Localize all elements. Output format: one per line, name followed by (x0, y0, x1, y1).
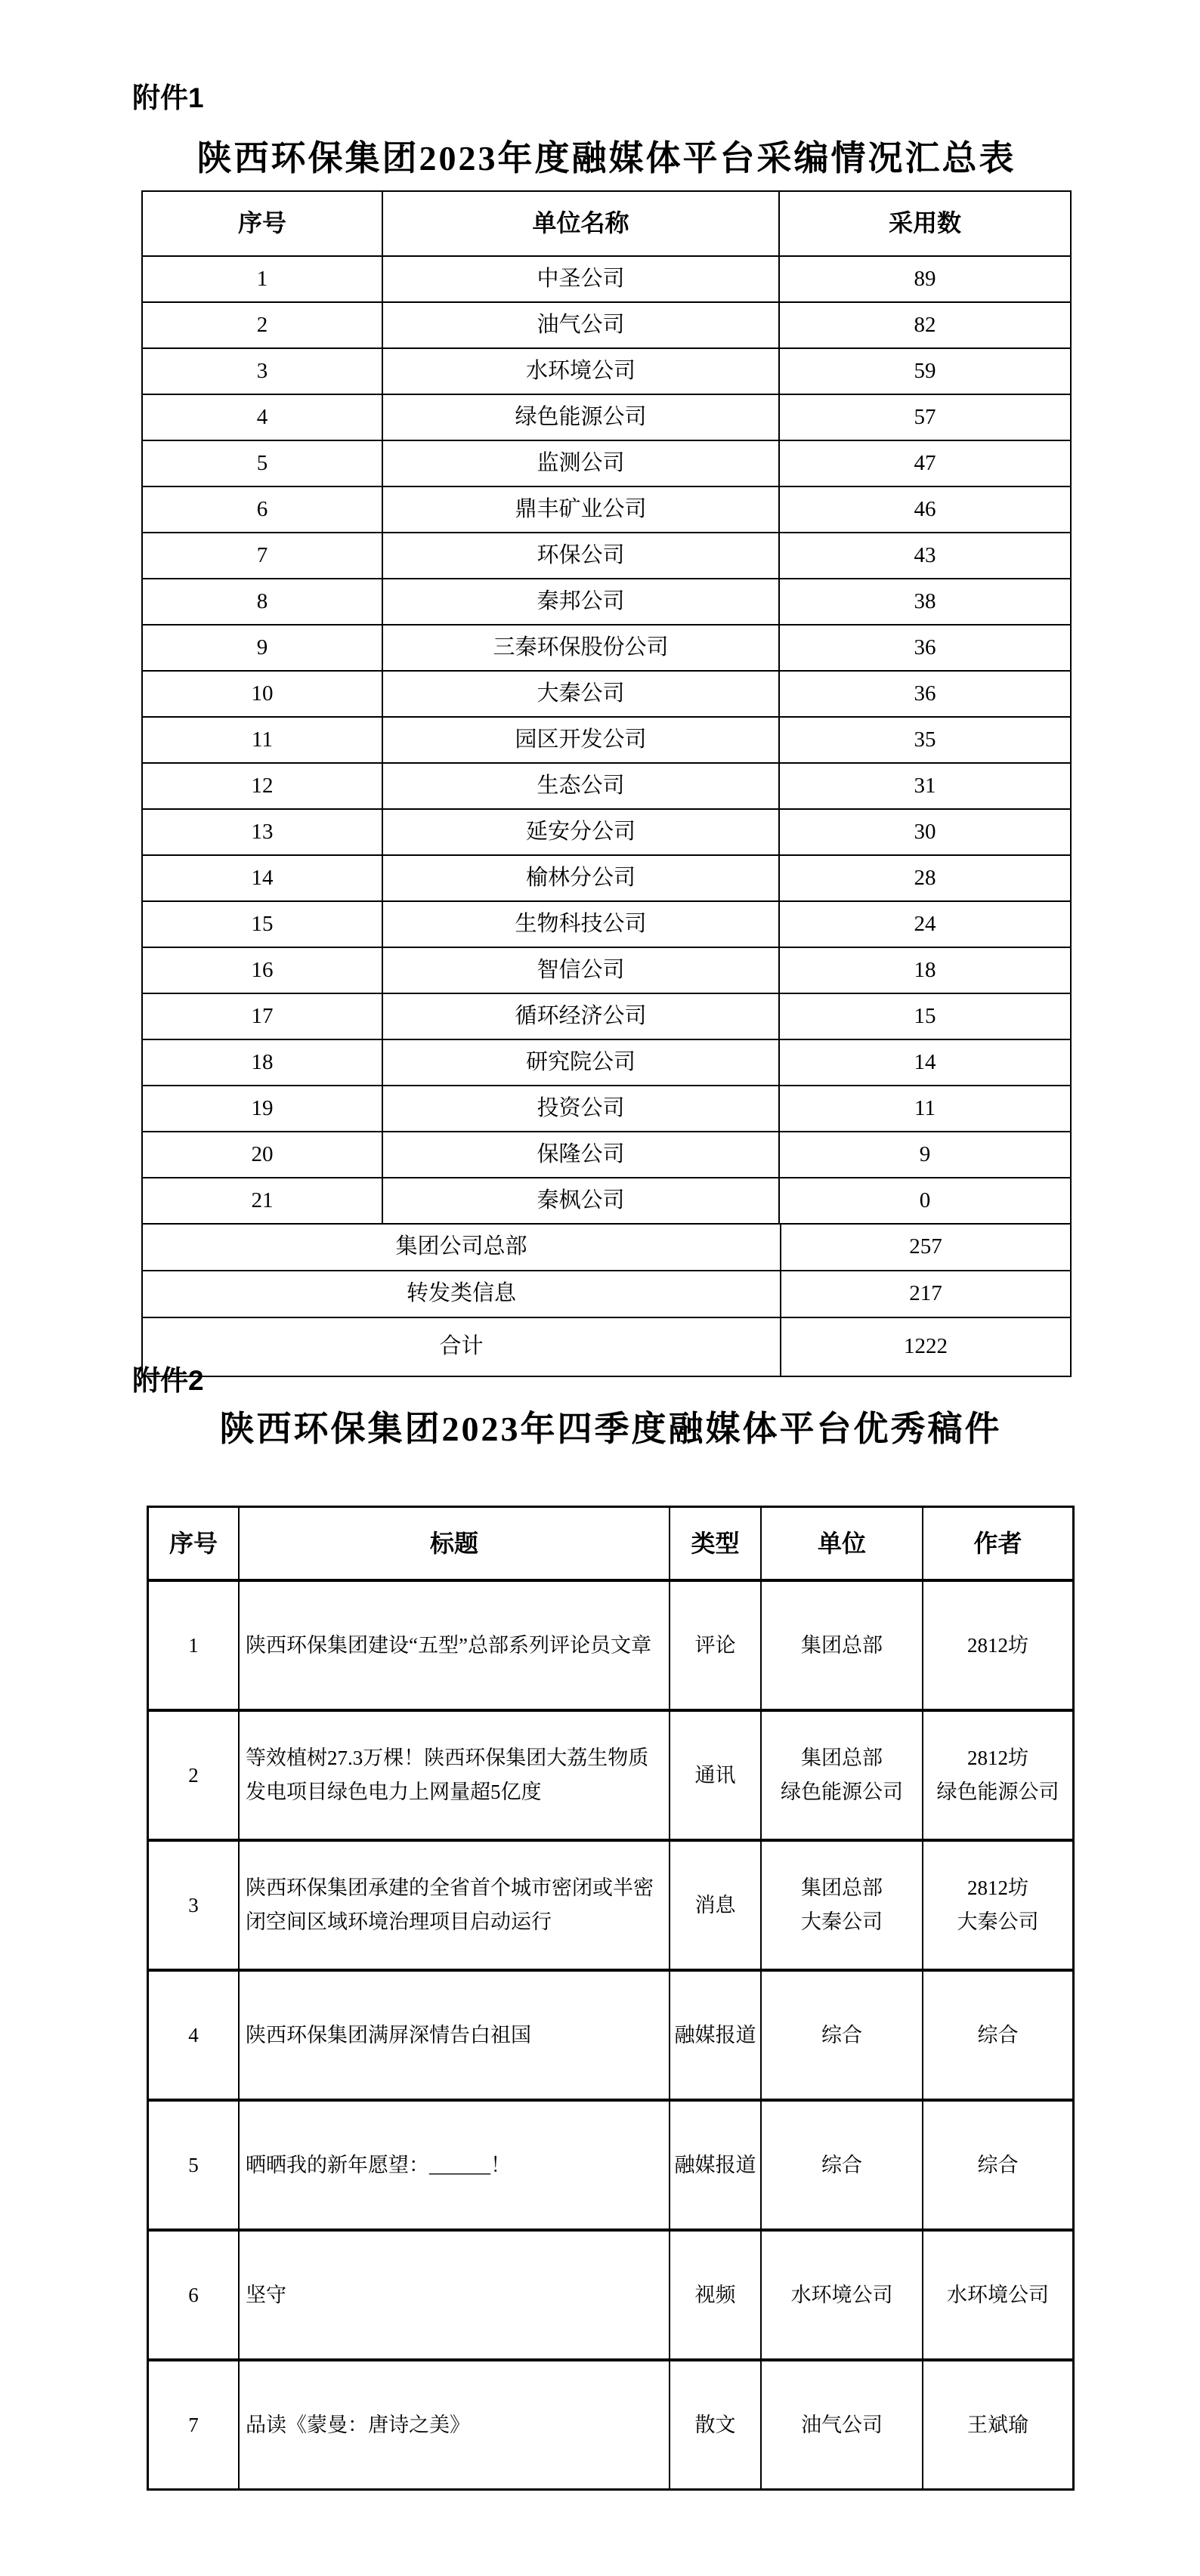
article-title-text: 陕西环保集团满屏深情告白祖国 (246, 2023, 531, 2046)
unit-name-cell: 循环经济公司 (383, 994, 780, 1039)
seq-cell: 3 (149, 1842, 240, 1969)
unit-cell (762, 1712, 923, 1839)
count-cell: 35 (914, 727, 936, 752)
header-cell: 标题 (240, 1508, 670, 1579)
excellent-articles-table (147, 1506, 1075, 2491)
unit-line: 绿色能源公司 (781, 1781, 903, 1803)
table-row (143, 1085, 1070, 1131)
article-title-text: 等效植树27.3万棵！陕西环保集团大荔生物质发电项目绿色电力上网量超5亿度 (246, 1747, 649, 1803)
seq-cell: 7 (149, 2361, 240, 2488)
table-row (143, 947, 1070, 993)
table-row (143, 301, 1070, 347)
unit-name-cell: 油气公司 (383, 303, 780, 347)
unit-name-cell: 榆林分公司 (383, 856, 780, 900)
table-row (143, 762, 1070, 808)
table-row (143, 347, 1070, 394)
unit-name-cell: 保隆公司 (383, 1132, 780, 1177)
table-row (143, 1177, 1070, 1223)
type-cell: 融媒报道 (670, 1972, 762, 2099)
unit-cell (762, 2232, 923, 2358)
seq-cell: 21 (143, 1178, 383, 1223)
unit-name-cell: 生物科技公司 (383, 902, 780, 947)
seq-cell: 5 (149, 2102, 240, 2229)
seq-cell: 18 (143, 1040, 383, 1085)
seq-cell: 3 (143, 349, 383, 394)
seq-cell: 2 (143, 303, 383, 347)
media-adoption-summary-table (141, 190, 1072, 1377)
count-cell: 46 (914, 496, 936, 521)
table-row (143, 808, 1070, 854)
seq-cell: 14 (143, 856, 383, 900)
header-cell: 采用数 (888, 209, 961, 237)
count-cell: 36 (914, 635, 936, 659)
summary-row (143, 1223, 1070, 1270)
unit-name-cell: 园区开发公司 (383, 718, 780, 762)
attachment2-label: 附件2 (132, 1365, 204, 1396)
article-title-text: 品读《蒙曼：唐诗之美》 (246, 2413, 470, 2436)
header-cell: 类型 (670, 1508, 762, 1579)
unit-cell (762, 1972, 923, 2099)
summary-label-cell: 集团公司总部 (143, 1225, 781, 1270)
count-cell: 59 (914, 358, 936, 383)
table-row (143, 255, 1070, 301)
author-line: 综合 (977, 2023, 1019, 2046)
unit-name-cell: 水环境公司 (383, 349, 780, 394)
unit-name-cell: 鼎丰矿业公司 (383, 487, 780, 532)
article-title-cell (240, 2361, 670, 2488)
summary-label-cell: 转发类信息 (143, 1271, 781, 1317)
author-line: 2812坊 (967, 1633, 1028, 1657)
seq-cell: 20 (143, 1132, 383, 1177)
unit-name-cell: 投资公司 (383, 1086, 780, 1131)
unit-name-cell: 智信公司 (383, 948, 780, 993)
seq-cell: 2 (149, 1712, 240, 1839)
author-line: 大秦公司 (957, 1910, 1039, 1933)
unit-name-cell: 大秦公司 (383, 672, 780, 716)
count-cell: 18 (914, 957, 936, 982)
seq-cell: 6 (149, 2232, 240, 2358)
table-row (143, 1131, 1070, 1177)
unit-cell (762, 1842, 923, 1969)
type-cell: 视频 (670, 2232, 762, 2358)
unit-line: 大秦公司 (801, 1910, 883, 1933)
attachment1-label: 附件1 (132, 82, 204, 113)
seq-cell: 4 (143, 395, 383, 440)
table-row (149, 1709, 1072, 1839)
author-line: 2812坊 (967, 1747, 1028, 1770)
summary-row (143, 1270, 1070, 1317)
table-row (143, 670, 1070, 716)
unit-cell (762, 2361, 923, 2488)
seq-cell: 16 (143, 948, 383, 993)
seq-cell: 1 (149, 1582, 240, 1709)
table-row (143, 624, 1070, 670)
author-cell (923, 2232, 1072, 2358)
seq-cell: 12 (143, 764, 383, 808)
type-cell: 评论 (670, 1582, 762, 1709)
type-cell: 消息 (670, 1842, 762, 1969)
table-row (149, 2099, 1072, 2229)
article-title-cell (240, 1712, 670, 1839)
author-cell (923, 2102, 1072, 2229)
author-cell (923, 1582, 1072, 1709)
table-row (149, 2358, 1072, 2488)
unit-name-cell: 生态公司 (383, 764, 780, 808)
unit-cell (762, 2102, 923, 2229)
header-cell: 序号 (149, 1508, 240, 1579)
unit-name-cell: 研究院公司 (383, 1040, 780, 1085)
article-title-cell (240, 1972, 670, 2099)
count-cell: 9 (919, 1141, 931, 1166)
summary-value-cell: 257 (909, 1234, 942, 1259)
table-header-row (143, 192, 1070, 255)
unit-name-cell: 秦邦公司 (383, 579, 780, 624)
unit-line: 集团总部 (801, 1747, 883, 1770)
seq-cell: 8 (143, 579, 383, 624)
author-line: 绿色能源公司 (936, 1781, 1059, 1803)
author-line: 2812坊 (967, 1876, 1028, 1900)
seq-cell: 7 (143, 533, 383, 578)
count-cell: 28 (914, 865, 936, 890)
article-title-text: 陕西环保集团建设“五型”总部系列评论员文章 (246, 1633, 651, 1657)
unit-name-cell: 三秦环保股份公司 (383, 625, 780, 670)
unit-name-cell: 延安分公司 (383, 810, 780, 854)
unit-name-cell: 中圣公司 (383, 257, 780, 301)
table-row (143, 440, 1070, 486)
count-cell: 38 (914, 588, 936, 613)
author-line: 王斌瑜 (967, 2413, 1028, 2436)
header-cell: 单位名称 (383, 192, 780, 255)
summary-row (143, 1317, 1070, 1376)
table-row (149, 1579, 1072, 1709)
header-cell: 序号 (143, 192, 383, 255)
table-row (143, 900, 1070, 947)
unit-line: 综合 (821, 2023, 862, 2046)
unit-line: 水环境公司 (790, 2283, 893, 2306)
seq-cell: 4 (149, 1972, 240, 2099)
article-title-cell (240, 1842, 670, 1969)
table-row (143, 716, 1070, 762)
unit-line: 集团总部 (801, 1633, 883, 1657)
seq-cell: 6 (143, 487, 383, 532)
article-title-text: 晒晒我的新年愿望：______！ (246, 2153, 511, 2176)
seq-cell: 13 (143, 810, 383, 854)
count-cell: 31 (914, 773, 936, 798)
table-row (143, 578, 1070, 624)
unit-name-cell: 秦枫公司 (383, 1178, 780, 1223)
attachment2-title: 陕西环保集团2023年四季度融媒体平台优秀稿件 (219, 1410, 1002, 1448)
table-row (143, 854, 1070, 900)
table-row (149, 1839, 1072, 1969)
seq-cell: 19 (143, 1086, 383, 1131)
unit-name-cell: 绿色能源公司 (383, 395, 780, 440)
count-cell: 57 (914, 404, 936, 429)
count-cell: 36 (914, 681, 936, 706)
author-cell (923, 2361, 1072, 2488)
unit-line: 集团总部 (801, 1876, 883, 1900)
count-cell: 43 (914, 542, 936, 567)
count-cell: 82 (914, 312, 936, 337)
summary-value-cell: 217 (909, 1281, 942, 1306)
unit-line: 油气公司 (801, 2413, 883, 2436)
count-cell: 24 (914, 911, 936, 936)
table-row (143, 532, 1070, 578)
unit-cell (762, 1582, 923, 1709)
unit-line: 综合 (821, 2153, 862, 2176)
table-row (143, 486, 1070, 532)
article-title-cell (240, 2102, 670, 2229)
count-cell: 0 (919, 1188, 931, 1212)
count-cell: 11 (914, 1095, 936, 1120)
count-cell: 30 (914, 819, 936, 844)
table-row (149, 2229, 1072, 2358)
count-cell: 14 (914, 1049, 936, 1074)
author-line: 水环境公司 (947, 2283, 1049, 2306)
type-cell: 融媒报道 (670, 2102, 762, 2229)
count-cell: 47 (914, 450, 936, 475)
seq-cell: 5 (143, 441, 383, 486)
author-cell (923, 1842, 1072, 1969)
count-cell: 15 (914, 1003, 936, 1028)
attachment1-title: 陕西环保集团2023年度融媒体平台采编情况汇总表 (196, 139, 1016, 178)
article-title-cell (240, 1582, 670, 1709)
header-cell: 作者 (973, 1529, 1022, 1557)
seq-cell: 1 (143, 257, 383, 301)
header-cell: 单位 (762, 1508, 923, 1579)
article-title-text: 陕西环保集团承建的全省首个城市密闭或半密闭空间区域环境治理项目启动运行 (246, 1876, 654, 1933)
type-cell: 通讯 (670, 1712, 762, 1839)
summary-value-cell: 1222 (904, 1334, 948, 1359)
author-cell (923, 1712, 1072, 1839)
summary-label-cell: 合计 (143, 1318, 781, 1376)
unit-name-cell: 监测公司 (383, 441, 780, 486)
type-cell: 散文 (670, 2361, 762, 2488)
seq-cell: 15 (143, 902, 383, 947)
count-cell: 89 (914, 266, 936, 291)
table-row (143, 394, 1070, 440)
seq-cell: 10 (143, 672, 383, 716)
seq-cell: 9 (143, 625, 383, 670)
table-header-row (149, 1508, 1072, 1579)
article-title-cell (240, 2232, 670, 2358)
seq-cell: 17 (143, 994, 383, 1039)
author-line: 综合 (977, 2153, 1019, 2176)
table-row (143, 1039, 1070, 1085)
seq-cell: 11 (143, 718, 383, 762)
article-title-text: 坚守 (246, 2283, 286, 2306)
unit-name-cell: 环保公司 (383, 533, 780, 578)
table-row (149, 1969, 1072, 2099)
author-cell (923, 1972, 1072, 2099)
table-row (143, 993, 1070, 1039)
